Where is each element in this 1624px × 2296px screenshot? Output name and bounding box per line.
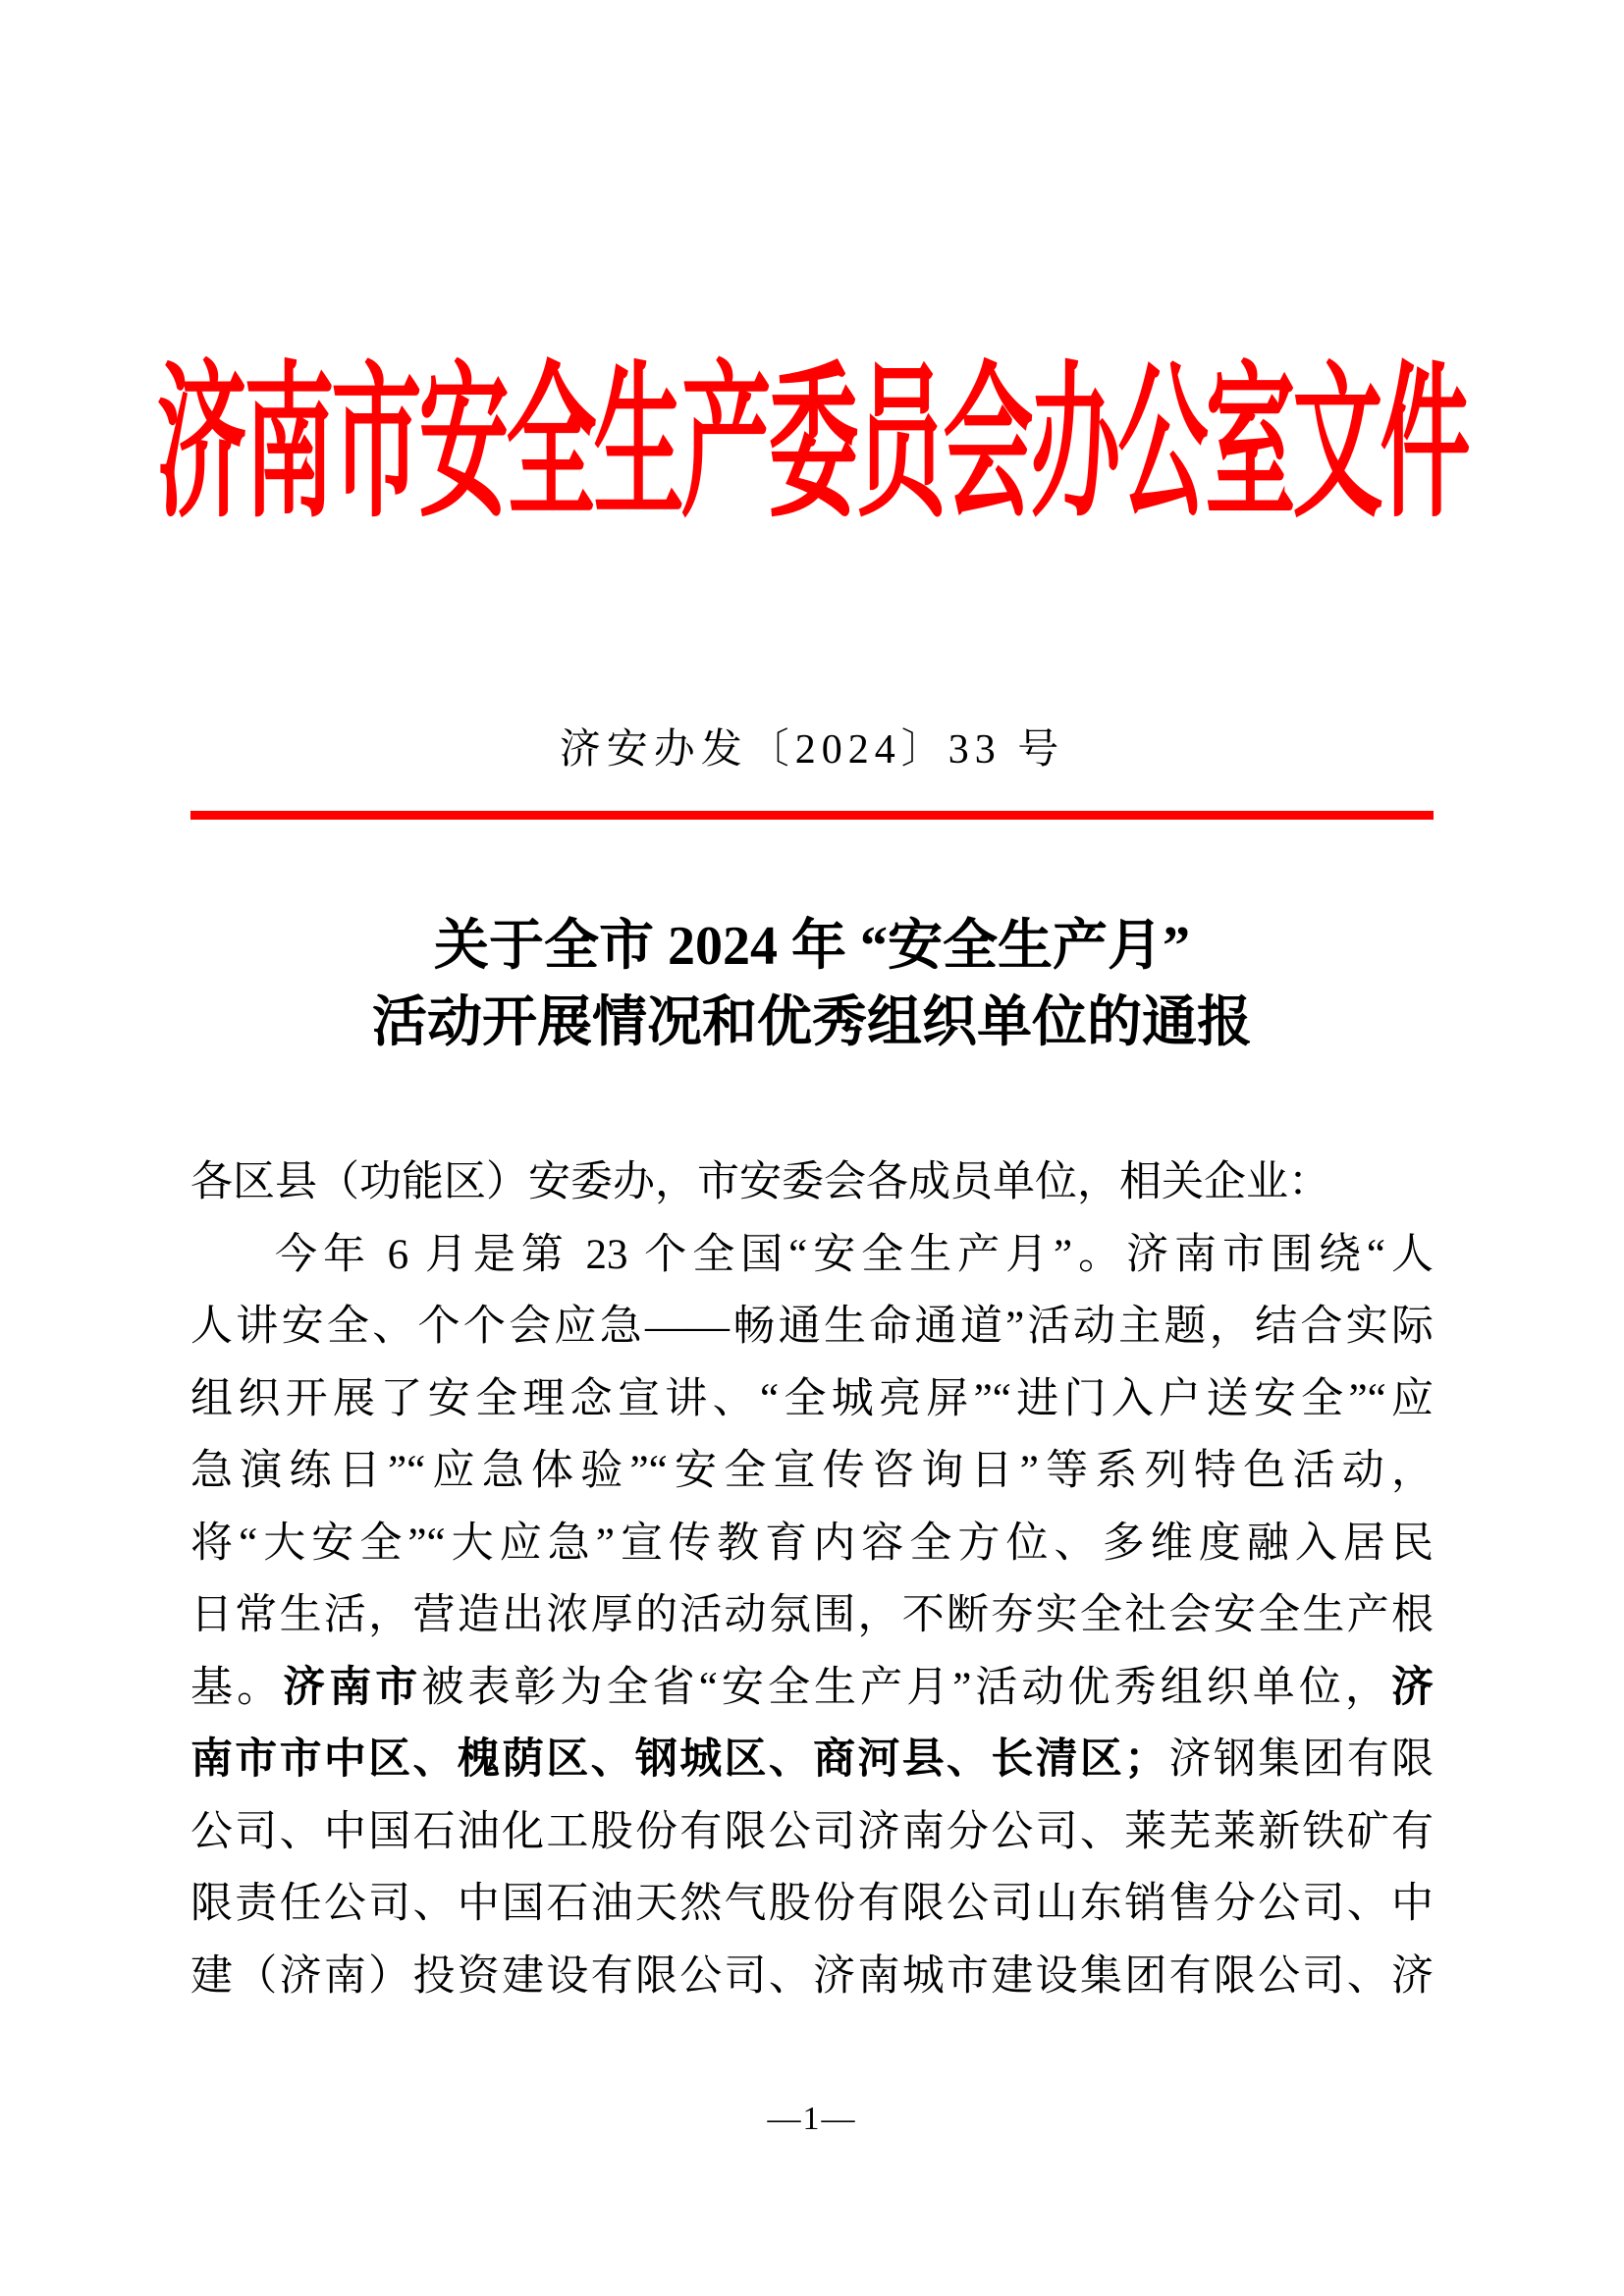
body-text-segment: 各区县（功能区）安委办，市安委会各成员单位，相关企业：: [190, 1159, 1330, 1205]
body-line: [190, 1652, 1434, 1725]
body-text-bold-segment: 济南市: [283, 1664, 422, 1711]
body-text-segment: 限责任公司、中国石油天然气股份有限公司山东销售分公司、中: [190, 1881, 1434, 1927]
body-line: [190, 1941, 1434, 2013]
body-text-bold-segment: 济: [1391, 1664, 1434, 1711]
body-text-segment: 人讲安全、个个会应急——畅通生命通道”活动主题，结合实际: [190, 1304, 1434, 1350]
body-text-bold-segment: 南市市中区、槐荫区、钢城区、商河县、长清区；: [190, 1736, 1167, 1783]
body-line: [190, 1724, 1434, 1796]
body-text-segment: 今年 6 月是第 23 个全国“安全生产月”。济南市围绕“人: [275, 1231, 1434, 1278]
red-divider-line: [190, 811, 1434, 820]
body-line: [190, 1796, 1434, 1869]
body-line: [190, 1435, 1434, 1508]
page-number: —1—: [767, 2101, 857, 2137]
body-text-segment: 将“大安全”“大应急”宣传教育内容全方位、多维度融入居民: [190, 1520, 1434, 1567]
red-header-banner: [0, 332, 1624, 538]
body-text-segment: 公司、中国石油化工股份有限公司济南分公司、莱芜莱新铁矿有: [190, 1808, 1434, 1855]
doc-number: 济安办发〔2024〕33 号: [559, 727, 1065, 773]
body-text-segment: 济钢集团有限: [1166, 1736, 1434, 1783]
body-text-segment: 建（济南）投资建设有限公司、济南城市建设集团有限公司、济: [190, 1952, 1434, 2000]
body-line: [190, 1219, 1434, 1292]
banner-title: 济南市安全生产委员会办公室文件: [156, 351, 1468, 538]
body-text-segment: 组织开展了安全理念宣讲、“全城亮屏”“进门入户送安全”“应: [190, 1375, 1434, 1422]
body-text-segment: 急演练日”“应急体验”“安全宣传咨询日”等系列特色活动，: [190, 1448, 1434, 1494]
body-line: [190, 1363, 1434, 1436]
body-text-segment: 基。: [190, 1664, 284, 1711]
body-text: [190, 1147, 1434, 2012]
body-line: [190, 1147, 1434, 1219]
document-title-line1: 关于全市 2024 年 “安全生产月”: [434, 916, 1190, 977]
body-line: [190, 1868, 1434, 1941]
body-line: [190, 1508, 1434, 1580]
body-text-segment: 日常生活，营造出浓厚的活动氛围，不断夯实全社会安全生产根: [190, 1592, 1434, 1638]
document-title: [0, 908, 1624, 1061]
body-text-segment: 被表彰为全省“安全生产月”活动优秀组织单位，: [421, 1664, 1392, 1711]
body-line: [190, 1291, 1434, 1363]
document-title-line2: 活动开展情况和优秀组织单位的通报: [372, 992, 1252, 1053]
body-line: [190, 1579, 1434, 1652]
